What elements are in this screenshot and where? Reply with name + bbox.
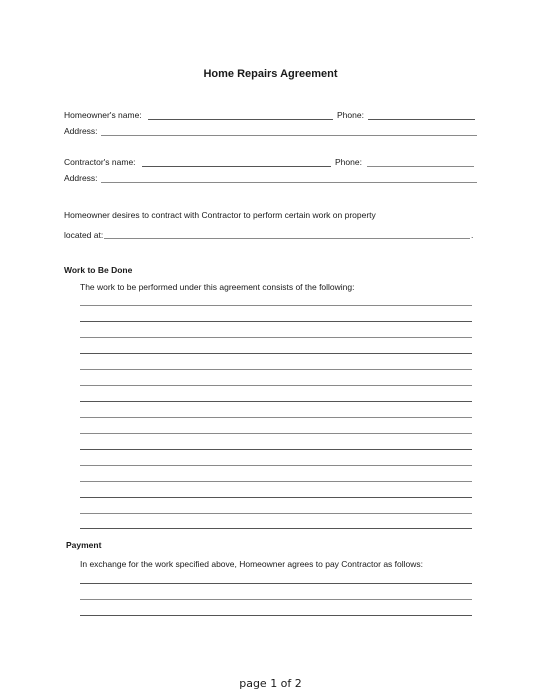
payment-line[interactable] xyxy=(80,615,472,616)
work-line[interactable] xyxy=(80,481,472,482)
contractor-address-field[interactable] xyxy=(101,182,477,183)
payment-intro: In exchange for the work specified above, Homeowner agrees to pay Contractor as follows: xyxy=(80,559,424,569)
work-line[interactable] xyxy=(80,337,472,338)
homeowner-address-field[interactable] xyxy=(101,135,477,136)
work-line[interactable] xyxy=(80,449,472,450)
property-intro: Homeowner desires to contract with Contractor to perform certain work on property xyxy=(64,210,376,220)
payment-heading: Payment xyxy=(66,540,102,550)
work-line[interactable] xyxy=(80,385,472,386)
work-line[interactable] xyxy=(80,528,472,529)
work-line[interactable] xyxy=(80,465,472,466)
work-heading: Work to Be Done xyxy=(64,265,133,275)
contractor-phone-label: Phone: xyxy=(335,157,362,167)
work-line[interactable] xyxy=(80,497,472,498)
page-number: page 1 of 2 xyxy=(239,677,302,690)
contractor-name-field[interactable] xyxy=(142,166,331,167)
homeowner-phone-field[interactable] xyxy=(368,119,475,120)
contractor-phone-field[interactable] xyxy=(367,166,474,167)
work-line[interactable] xyxy=(80,433,472,434)
work-line[interactable] xyxy=(80,305,472,306)
homeowner-name-label: Homeowner's name: xyxy=(64,110,142,120)
property-end-period: . xyxy=(471,230,474,240)
contractor-address-label: Address: xyxy=(64,173,98,183)
work-intro: The work to be performed under this agreement consists of the following: xyxy=(80,282,355,292)
property-location-label: located at: xyxy=(64,230,104,240)
payment-line[interactable] xyxy=(80,583,472,584)
work-line[interactable] xyxy=(80,321,472,322)
homeowner-name-field[interactable] xyxy=(148,119,333,120)
property-location-field[interactable] xyxy=(104,238,470,239)
document-title: Home Repairs Agreement xyxy=(203,68,338,80)
work-line[interactable] xyxy=(80,369,472,370)
work-line[interactable] xyxy=(80,353,472,354)
payment-line[interactable] xyxy=(80,599,472,600)
contractor-name-label: Contractor's name: xyxy=(64,157,136,167)
work-line[interactable] xyxy=(80,401,472,402)
work-line[interactable] xyxy=(80,417,472,418)
work-line[interactable] xyxy=(80,513,472,514)
homeowner-address-label: Address: xyxy=(64,126,98,136)
homeowner-phone-label: Phone: xyxy=(337,110,364,120)
